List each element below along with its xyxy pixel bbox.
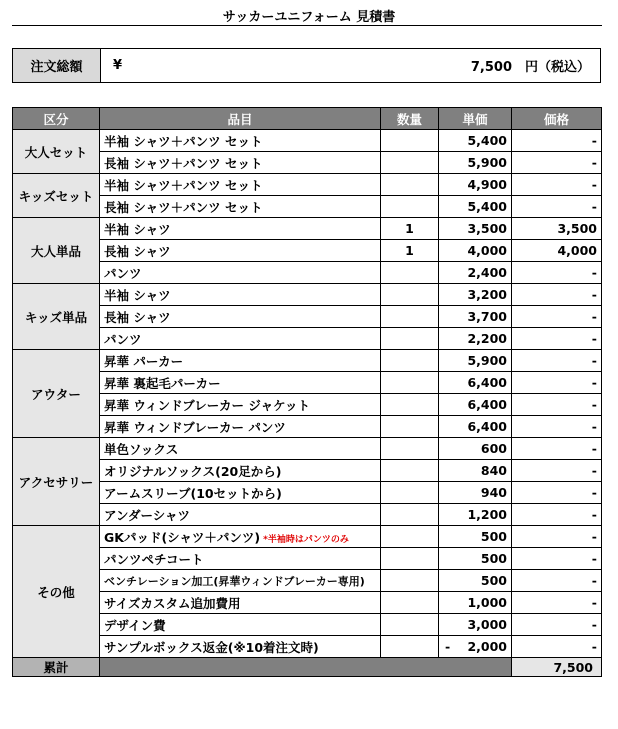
amount-cell: -: [512, 548, 602, 570]
cumulative-row: [13, 658, 602, 677]
table-row: [13, 130, 602, 152]
qty-cell[interactable]: [381, 284, 439, 306]
qty-cell[interactable]: [381, 328, 439, 350]
order-total-yen: ¥: [113, 58, 123, 73]
order-total-label: 注文総額: [13, 49, 101, 82]
unit-price-value: 3,500: [467, 221, 507, 236]
unit-price-value: 2,400: [467, 265, 507, 280]
amount-cell: -: [512, 482, 602, 504]
qty-cell[interactable]: [381, 482, 439, 504]
item-label: 長袖 シャツ: [104, 243, 171, 259]
item-label: ベンチレーション加工(昇華ウィンドブレーカー専用): [104, 574, 365, 588]
negative-sign: -: [445, 639, 451, 654]
item-cell: [100, 526, 381, 548]
unit-price-value: 5,400: [467, 199, 507, 214]
amount-cell: -: [512, 262, 602, 284]
item-cell: [100, 152, 381, 174]
table-row: [13, 636, 602, 658]
item-label: 長袖 シャツ: [104, 309, 171, 325]
unit-price-cell: [439, 328, 512, 350]
item-label: GKパッド(シャツ＋パンツ): [104, 529, 261, 545]
header-category: 区分: [13, 108, 100, 130]
amount-cell: -: [512, 130, 602, 152]
item-label: 昇華 ウィンドブレーカー パンツ: [104, 419, 286, 435]
unit-price-value: 6,400: [467, 375, 507, 390]
item-label: アームスリーブ(10セットから): [104, 485, 282, 501]
qty-cell[interactable]: [381, 174, 439, 196]
cumulative-label: 累計: [13, 658, 100, 677]
unit-price-cell: [439, 196, 512, 218]
category-cell: 大人単品: [13, 218, 100, 284]
amount-cell: -: [512, 438, 602, 460]
unit-price-value: 940: [480, 485, 507, 500]
title-underline: [12, 25, 602, 26]
item-cell: [100, 218, 381, 240]
item-cell: [100, 482, 381, 504]
table-row: [13, 152, 602, 174]
unit-price-cell: [439, 570, 512, 592]
item-label: 長袖 シャツ＋パンツ セット: [104, 155, 263, 171]
unit-price-cell: [439, 218, 512, 240]
item-cell: [100, 174, 381, 196]
header-qty: 数量: [381, 108, 439, 130]
unit-price-value: 5,400: [467, 133, 507, 148]
table-row: [13, 240, 602, 262]
item-label: 半袖 シャツ＋パンツ セット: [104, 133, 263, 149]
amount-cell: 4,000: [512, 240, 602, 262]
qty-cell[interactable]: [381, 504, 439, 526]
table-row: [13, 174, 602, 196]
item-cell: [100, 350, 381, 372]
item-cell: [100, 570, 381, 592]
item-label: 長袖 シャツ＋パンツ セット: [104, 199, 263, 215]
amount-cell: -: [512, 284, 602, 306]
table-row: [13, 262, 602, 284]
unit-price-cell: [439, 240, 512, 262]
amount-cell: -: [512, 416, 602, 438]
amount-cell: -: [512, 394, 602, 416]
item-cell: [100, 460, 381, 482]
qty-cell[interactable]: [381, 438, 439, 460]
item-cell: [100, 240, 381, 262]
table-row: [13, 350, 602, 372]
item-cell: [100, 548, 381, 570]
category-cell: 大人セット: [13, 130, 100, 174]
qty-cell[interactable]: [381, 306, 439, 328]
table-row: [13, 482, 602, 504]
unit-price-cell: [439, 262, 512, 284]
table-row: [13, 504, 602, 526]
item-cell: [100, 614, 381, 636]
cumulative-filler: [100, 658, 512, 677]
unit-price-cell: [439, 174, 512, 196]
qty-cell[interactable]: [381, 130, 439, 152]
unit-price-cell: [439, 130, 512, 152]
unit-price-cell: [439, 372, 512, 394]
qty-cell[interactable]: [381, 196, 439, 218]
item-cell: [100, 130, 381, 152]
unit-price-cell: [439, 416, 512, 438]
unit-price-value: 5,900: [467, 155, 507, 170]
qty-cell[interactable]: [381, 636, 439, 658]
amount-cell: -: [512, 614, 602, 636]
cumulative-total: 7,500: [512, 658, 602, 677]
unit-price-value: 500: [480, 529, 507, 544]
amount-cell: -: [512, 636, 602, 658]
unit-price-value: 500: [480, 573, 507, 588]
unit-price-cell: [439, 306, 512, 328]
category-cell: キッズセット: [13, 174, 100, 218]
unit-price-value: 1,000: [467, 595, 507, 610]
unit-price-value: 2,200: [467, 331, 507, 346]
unit-price-cell: [439, 350, 512, 372]
unit-price-value: 2,000: [467, 639, 507, 654]
item-label: アンダーシャツ: [104, 507, 191, 523]
header-amount: 価格: [512, 108, 602, 130]
unit-price-cell: [439, 526, 512, 548]
amount-cell: -: [512, 306, 602, 328]
item-cell: [100, 372, 381, 394]
unit-price-cell: [439, 614, 512, 636]
table-row: [13, 416, 602, 438]
table-row: [13, 218, 602, 240]
table-row: [13, 284, 602, 306]
qty-cell[interactable]: [381, 570, 439, 592]
item-cell: [100, 328, 381, 350]
unit-price-value: 4,000: [467, 243, 507, 258]
item-label: パンツ: [104, 331, 142, 347]
item-label: 単色ソックス: [104, 441, 179, 457]
unit-price-cell: [439, 284, 512, 306]
table-body: [13, 130, 602, 658]
table-row: [13, 526, 602, 548]
unit-price-value: 840: [480, 463, 507, 478]
item-label: サイズカスタム追加費用: [104, 595, 241, 611]
amount-cell: -: [512, 570, 602, 592]
table-row: [13, 592, 602, 614]
unit-price-cell: [439, 394, 512, 416]
unit-price-value: 6,400: [467, 419, 507, 434]
unit-price-value: 1,200: [467, 507, 507, 522]
order-total-value: 7,500 円（税込）: [470, 60, 590, 75]
item-label: 半袖 シャツ＋パンツ セット: [104, 177, 263, 193]
unit-price-value: 600: [480, 441, 507, 456]
unit-price-cell: [439, 548, 512, 570]
qty-cell[interactable]: [381, 548, 439, 570]
amount-cell: 3,500: [512, 218, 602, 240]
item-label: 昇華 パーカー: [104, 353, 184, 369]
qty-cell[interactable]: 1: [381, 218, 439, 240]
unit-price-cell: [439, 592, 512, 614]
amount-cell: -: [512, 526, 602, 548]
table-row: [13, 570, 602, 592]
category-cell: キッズ単品: [13, 284, 100, 350]
unit-price-cell: [439, 482, 512, 504]
unit-price-value: 6,400: [467, 397, 507, 412]
qty-cell[interactable]: [381, 592, 439, 614]
amount-cell: -: [512, 350, 602, 372]
category-cell: アウター: [13, 350, 100, 438]
qty-cell[interactable]: [381, 372, 439, 394]
item-label: デザイン費: [104, 617, 166, 633]
item-label: 半袖 シャツ: [104, 221, 171, 237]
unit-price-cell: [439, 438, 512, 460]
item-cell: [100, 394, 381, 416]
qty-cell[interactable]: [381, 526, 439, 548]
qty-cell[interactable]: [381, 262, 439, 284]
page-title: サッカーユニフォーム 見積書: [222, 10, 396, 25]
table-row: [13, 306, 602, 328]
unit-price-value: 500: [480, 551, 507, 566]
table-row: [13, 394, 602, 416]
qty-cell[interactable]: 1: [381, 240, 439, 262]
item-cell: [100, 284, 381, 306]
qty-cell[interactable]: [381, 614, 439, 636]
item-label: 昇華 ウィンドブレーカー ジャケット: [104, 397, 310, 413]
item-cell: [100, 438, 381, 460]
amount-cell: -: [512, 152, 602, 174]
unit-price-value: 3,000: [467, 617, 507, 632]
item-label: オリジナルソックス(20足から): [104, 463, 282, 479]
amount-cell: -: [512, 372, 602, 394]
category-cell: アクセサリー: [13, 438, 100, 526]
unit-price-cell: [439, 636, 512, 658]
amount-cell: -: [512, 504, 602, 526]
item-cell: [100, 592, 381, 614]
header-unit-price: 単価: [439, 108, 512, 130]
qty-cell[interactable]: [381, 460, 439, 482]
item-cell: [100, 306, 381, 328]
item-cell: [100, 504, 381, 526]
amount-cell: -: [512, 174, 602, 196]
item-label: 昇華 裏起毛パーカー: [104, 375, 221, 391]
table-row: [13, 196, 602, 218]
unit-price-value: 3,700: [467, 309, 507, 324]
table-row: [13, 460, 602, 482]
item-note: *半袖時はパンツのみ: [263, 534, 349, 545]
item-label: サンプルボックス返金(※10着注文時): [104, 639, 319, 655]
item-cell: [100, 262, 381, 284]
qty-cell[interactable]: [381, 416, 439, 438]
unit-price-value: 3,200: [467, 287, 507, 302]
item-label: パンツペチコート: [104, 551, 204, 567]
table-row: [13, 614, 602, 636]
unit-price-cell: [439, 152, 512, 174]
unit-price-value: 4,900: [467, 177, 507, 192]
unit-price-value: 5,900: [467, 353, 507, 368]
amount-cell: -: [512, 460, 602, 482]
table-row: [13, 328, 602, 350]
amount-cell: -: [512, 196, 602, 218]
estimate-table: [12, 107, 602, 677]
amount-cell: -: [512, 328, 602, 350]
item-label: パンツ: [104, 265, 142, 281]
item-cell: [100, 636, 381, 658]
table-header-row: [13, 108, 602, 130]
qty-cell[interactable]: [381, 394, 439, 416]
order-total-box: [12, 48, 601, 83]
header-item: 品目: [100, 108, 381, 130]
item-cell: [100, 196, 381, 218]
table-row: [13, 548, 602, 570]
qty-cell[interactable]: [381, 152, 439, 174]
table-row: [13, 372, 602, 394]
item-cell: [100, 416, 381, 438]
amount-cell: -: [512, 592, 602, 614]
table-row: [13, 438, 602, 460]
item-label: 半袖 シャツ: [104, 287, 171, 303]
qty-cell[interactable]: [381, 350, 439, 372]
category-cell: その他: [13, 526, 100, 658]
unit-price-cell: [439, 504, 512, 526]
unit-price-cell: [439, 460, 512, 482]
